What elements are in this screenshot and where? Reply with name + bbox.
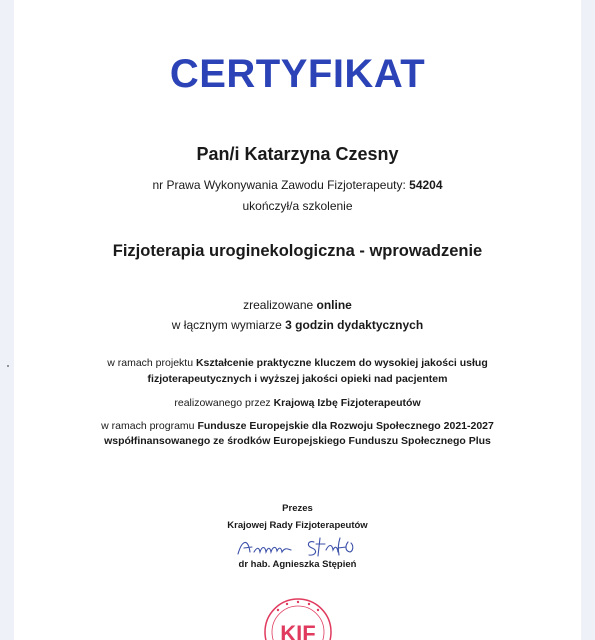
project-name-part-2: fizjoterapeutycznych i wyższej jakości opieki nad pacjentem [147, 373, 448, 385]
signatory-role-line-1: Prezes [282, 503, 313, 514]
implemented-line [0, 397, 595, 409]
scope-value: 3 godzin dydaktycznych [285, 318, 424, 332]
scope-line [0, 318, 595, 332]
signatory-role-line-2: Krajowej Rady Fizjoterapeutów [227, 520, 368, 531]
signatory-name: dr hab. Agnieszka Stępień [238, 559, 357, 570]
project-line-1 [0, 357, 595, 369]
project-prefix: w ramach projektu [107, 357, 194, 369]
project-name-part-1: Kształcenie praktyczne kluczem do wysokiej jakości usług [195, 357, 488, 369]
implemented-prefix: realizowanego przez [174, 397, 271, 409]
license-label: nr Prawa Wykonywania Zawodu Fizjoterapeuty: [152, 178, 406, 192]
program-prefix: w ramach programu [101, 420, 195, 432]
course-title: Fizjoterapia uroginekologiczna - wprowadzenie [112, 242, 483, 260]
mode-value: online [316, 298, 352, 312]
scope-prefix: w łącznym wymiarze [171, 318, 282, 332]
handwritten-signature [230, 532, 365, 562]
recipient-name: Pan/i Katarzyna Czesny [196, 144, 399, 164]
mode-line [0, 298, 595, 312]
license-number: 54204 [409, 178, 443, 192]
program-name: Fundusze Europejskie dla Rozwoju Społecznego 2021-2027 [197, 420, 494, 432]
completed-text: ukończył/a szkolenie [242, 199, 353, 213]
kif-logo [263, 597, 333, 640]
certificate-title: CERTYFIKAT [169, 52, 426, 96]
implemented-by: Krajową Izbę Fizjoterapeutów [273, 397, 421, 409]
logo-text: KIF [280, 621, 316, 640]
program-line [0, 420, 595, 432]
cofinanced-line [0, 435, 595, 447]
project-line-2 [0, 373, 595, 385]
cofinanced-text: współfinansowanego ze środków Europejskiego Funduszu Społecznego Plus [104, 435, 491, 447]
mode-prefix: zrealizowane [243, 298, 314, 312]
license-line [0, 178, 595, 192]
